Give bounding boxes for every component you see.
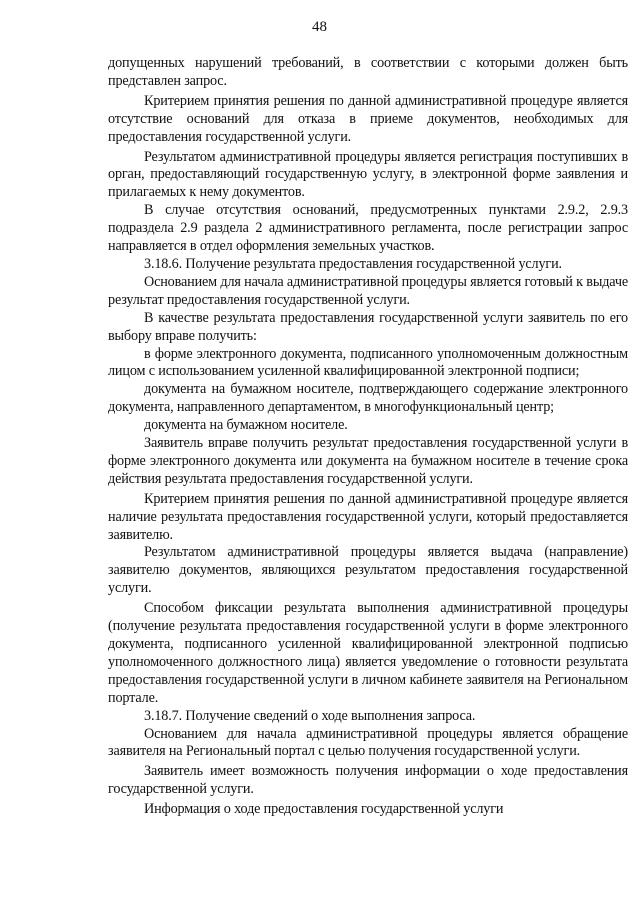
paragraph: Способом фиксации результата выполнения административной процедуры (получение результата предоставления государственной услуги в форме электронного документа, подписанного усиленной квалифицированной электронной подписью уполномоченного должностного лица) является уведомление о готовности результата предоставления государственной услуги в личном кабинете заявителя на Региональном портале. xyxy=(108,600,628,706)
page-number: 48 xyxy=(312,19,327,35)
paragraph: Критерием принятия решения по данной административной процедуре является наличие результата предоставления государственной услуги, который предоставляется заявителю. xyxy=(108,490,628,543)
list-item: в форме электронного документа, подписанного уполномоченным должностным лицом с использованием усиленной квалифицированной электронной подписи; xyxy=(108,345,628,380)
paragraph: Информация о ходе предоставления государственной услуги xyxy=(144,801,504,818)
paragraph: В качестве результата предоставления государственной услуги заявитель по его выбору вправе получить: xyxy=(108,309,628,344)
paragraph: Основанием для начала административной процедуры является готовый к выдаче результат предоставления государственной услуги. xyxy=(108,273,628,308)
section-heading: 3.18.6. Получение результата предоставления государственной услуги. xyxy=(144,255,562,272)
paragraph: В случае отсутствия оснований, предусмотренных пунктами 2.9.2, 2.9.3 подраздела 2.9 раздела 2 административного регламента, после регистрации запрос направляется в отдел оформления земельных участков. xyxy=(108,202,628,255)
list-item: документа на бумажном носителе, подтверждающего содержание электронного документа, направленного департаментом, в многофункциональный центр; xyxy=(108,381,628,416)
paragraph: Результатом административной процедуры является выдача (направление) заявителю документов, являющихся результатом предоставления государственной услуги. xyxy=(108,544,628,597)
document-body xyxy=(108,55,628,819)
paragraph: допущенных нарушений требований, в соответствии с которыми должен быть представлен запрос. xyxy=(108,55,628,89)
paragraph: Результатом административной процедуры является регистрация поступивших в орган, предоставляющий государственную услугу, в электронной форме заявления и прилагаемых к нему документов. xyxy=(108,148,628,201)
paragraph: Основанием для начала административной процедуры является обращение заявителя на Региональный портал с целью получения государственной услуги. xyxy=(108,725,628,760)
paragraph: Заявитель вправе получить результат предоставления государственной услуги в форме электронного документа или документа на бумажном носителе в течение срока действия результата предоставления государственной услуги. xyxy=(108,435,628,487)
paragraph: Критерием принятия решения по данной административной процедуре является отсутствие оснований для отказа в приеме документов, необходимых для предоставления государственной услуги. xyxy=(108,92,628,145)
list-item: документа на бумажном носителе. xyxy=(144,417,348,434)
paragraph: Заявитель имеет возможность получения информации о ходе предоставления государственной услуги. xyxy=(108,763,628,798)
section-heading: 3.18.7. Получение сведений о ходе выполнения запроса. xyxy=(144,707,476,724)
